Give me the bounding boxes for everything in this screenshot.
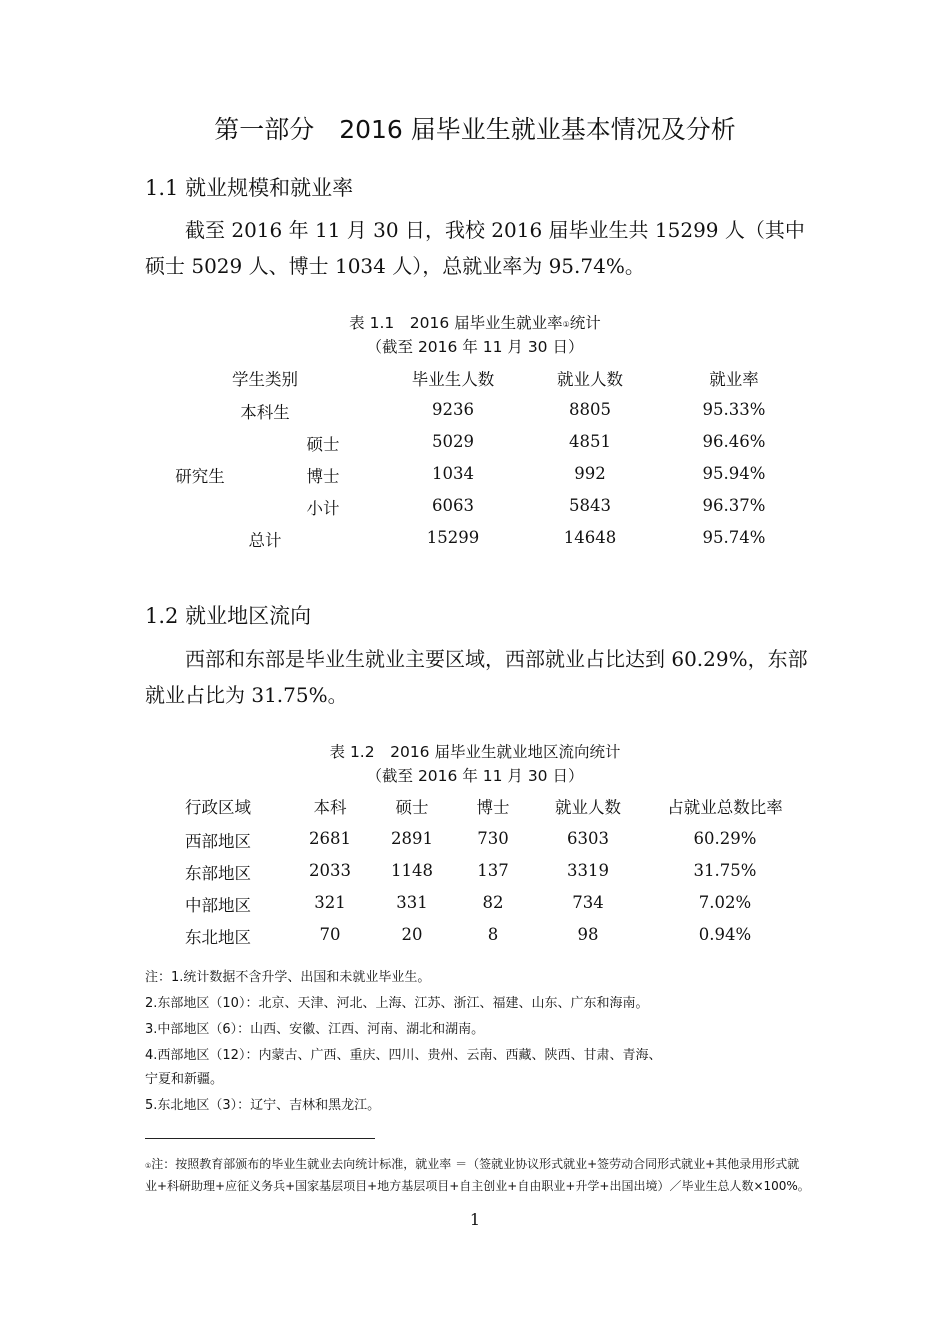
table-1-2-header: 行政区域	[185, 798, 251, 817]
table-cell: 70	[319, 925, 341, 944]
table-1-2-header: 本科	[313, 798, 347, 817]
table-cell: 98	[577, 925, 599, 944]
table-cell: 15299	[426, 528, 480, 547]
table-row-label: 东部地区	[185, 864, 251, 883]
table-1-2-header: 占就业总数比率	[667, 798, 783, 817]
table-1-1-header: 就业人数	[557, 370, 623, 389]
table-cell: 3319	[567, 861, 609, 880]
table-row-label: 博士	[306, 467, 340, 486]
table-cell: 992	[574, 464, 606, 483]
footnote-divider	[145, 1138, 375, 1139]
table-1-2-header: 硕士	[395, 798, 429, 817]
note-line: 2.东部地区（10）：北京、天津、河北、上海、江苏、浙江、福建、山东、广东和海南。	[145, 996, 649, 1011]
table-cell: 31.75%	[693, 861, 757, 880]
note-line: 注：1.统计数据不含升学、出国和未就业毕业生。	[145, 970, 431, 985]
page-number: 1	[469, 1210, 481, 1229]
table-cell: 1148	[391, 861, 433, 880]
table-row-label: 本科生	[240, 403, 290, 422]
table-1-1-header: 就业率	[709, 370, 759, 389]
table-cell: 60.29%	[693, 829, 757, 848]
table-row-label: 硕士	[306, 435, 340, 454]
table-group-label: 研究生	[175, 467, 225, 486]
table-1-1-caption-suffix: 统计	[569, 314, 601, 332]
table-cell: 734	[572, 893, 604, 912]
table-cell: 0.94%	[698, 925, 752, 944]
table-row-label: 总计	[248, 531, 282, 550]
table-1-2-header: 博士	[476, 798, 510, 817]
table-cell: 321	[314, 893, 346, 912]
table-cell: 2033	[309, 861, 351, 880]
table-1-2-header: 就业人数	[555, 798, 621, 817]
section-1-2-paragraph: 西部和东部是毕业生就业主要区域，西部就业占比达到 60.29%，东部就业占比为 31.75%。	[145, 647, 808, 707]
footnote-marker: ①	[562, 320, 570, 329]
table-cell: 82	[482, 893, 504, 912]
note-line: 3.中部地区（6）：山西、安徽、江西、河南、湖北和湖南。	[145, 1022, 485, 1037]
table-cell: 96.37%	[702, 496, 766, 515]
table-1-1-caption-text: 表 1.1 2016 届毕业生就业率	[349, 314, 563, 332]
table-cell: 4851	[569, 432, 611, 451]
section-heading-1-2: 1.2 就业地区流向	[145, 604, 312, 628]
footnote-text: 注：按照教育部颁布的毕业生就业去向统计标准，就业率 ＝（签就业协议形式就业+签劳动合同形式就业+其他录用形式就业+科研助理+应征义务兵+国家基层项目+地方基层项目+自主创业+自由职业+升学+出国出境）／毕业生总人数×100%。	[145, 1157, 810, 1193]
table-1-1-subcaption: （截至 2016 年 11 月 30 日）	[366, 338, 584, 356]
table-row-label: 中部地区	[185, 896, 251, 915]
section-1-1-paragraph: 截至 2016 年 11 月 30 日，我校 2016 届毕业生共 15299 人（其中硕士 5029 人、博士 1034 人），总就业率为 95.74%。	[145, 218, 805, 278]
table-cell: 730	[477, 829, 509, 848]
table-1-1-header: 毕业生人数	[411, 370, 495, 389]
table-cell: 1034	[432, 464, 474, 483]
table-cell: 331	[396, 893, 428, 912]
table-1-1-header: 学生类别	[232, 370, 298, 389]
note-line: 宁夏和新疆。	[145, 1072, 224, 1087]
table-cell: 95.33%	[702, 400, 766, 419]
table-row-label: 东北地区	[185, 928, 251, 947]
table-row-label: 小计	[306, 499, 340, 518]
table-cell: 2681	[309, 829, 351, 848]
table-cell: 14648	[563, 528, 617, 547]
table-cell: 6303	[567, 829, 609, 848]
table-1-2-subcaption: （截至 2016 年 11 月 30 日）	[366, 767, 584, 785]
section-heading-1-1: 1.1 就业规模和就业率	[145, 176, 354, 200]
note-line: 5.东北地区（3）：辽宁、吉林和黑龙江。	[145, 1098, 381, 1113]
table-cell: 96.46%	[702, 432, 766, 451]
table-cell: 5843	[569, 496, 611, 515]
footnote	[145, 1154, 810, 1196]
table-cell: 95.74%	[702, 528, 766, 547]
table-1-1-caption	[0, 311, 950, 333]
table-cell: 8805	[569, 400, 611, 419]
table-cell: 9236	[432, 400, 474, 419]
table-cell: 5029	[432, 432, 474, 451]
footnote-marker: ①	[145, 1162, 152, 1170]
table-cell: 7.02%	[698, 893, 752, 912]
table-cell: 95.94%	[702, 464, 766, 483]
table-cell: 20	[401, 925, 423, 944]
table-1-2-caption: 表 1.2 2016 届毕业生就业地区流向统计	[329, 743, 621, 761]
page-title: 第一部分 2016 届毕业生就业基本情况及分析	[214, 115, 736, 144]
table-row-label: 西部地区	[185, 832, 251, 851]
table-cell: 137	[477, 861, 509, 880]
table-cell: 6063	[432, 496, 474, 515]
table-cell: 2891	[391, 829, 433, 848]
note-line: 4.西部地区（12）：内蒙古、广西、重庆、四川、贵州、云南、西藏、陕西、甘肃、青海、	[145, 1048, 662, 1063]
table-cell: 8	[487, 925, 499, 944]
